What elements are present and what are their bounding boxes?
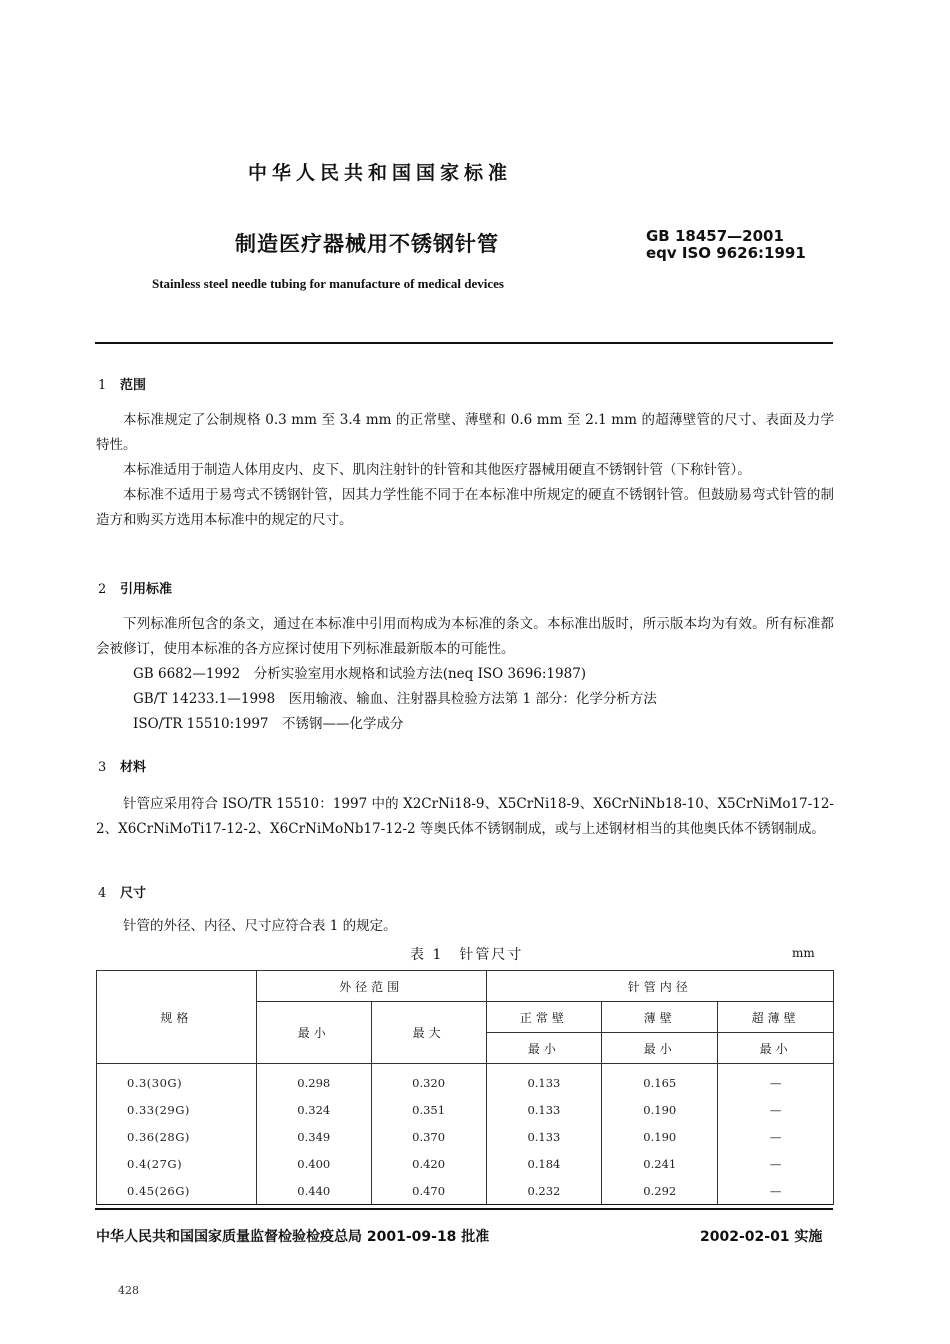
reference-item: GB 6682—1992 分析实验室用水规格和试验方法(neq ISO 3696:1987) bbox=[133, 666, 587, 682]
cell-spec: 0.3(30G) bbox=[97, 1064, 257, 1097]
section-3-body bbox=[96, 792, 834, 842]
english-title: Stainless steel needle tubing for manufacture of medical devices bbox=[152, 276, 504, 291]
section-3-heading bbox=[98, 756, 146, 775]
section-2-heading bbox=[98, 578, 172, 597]
cell-outer-min: 0.440 bbox=[256, 1177, 371, 1205]
cell-spec: 0.45(26G) bbox=[97, 1177, 257, 1205]
paragraph: 针管的外径、内径、尺寸应符合表 1 的规定。 bbox=[123, 918, 397, 934]
paragraph: 针管应采用符合 ISO/TR 15510：1997 中的 X2CrNi18-9、X5CrNi18-9、X6CrNiNb18-10、X5CrNiMo17-12-2、X6CrNiMoTi17-12-2、X6CrNiMoNb17-12-2 等奥氏体不锈钢制成，或与上述钢材相当的其他奥氏体不锈钢制成。 bbox=[96, 796, 834, 837]
cell-outer-min: 0.298 bbox=[256, 1064, 371, 1097]
header-divider bbox=[95, 342, 833, 344]
document-title: 制造医疗器械用不锈钢针管 bbox=[235, 232, 499, 256]
footer-divider bbox=[95, 1208, 833, 1210]
cell-normal-min: 0.133 bbox=[486, 1064, 602, 1097]
cell-outer-max: 0.351 bbox=[371, 1096, 486, 1123]
section-1-heading bbox=[98, 374, 146, 393]
table-row bbox=[97, 1064, 834, 1097]
cell-ultra-thin-min: — bbox=[718, 1123, 834, 1150]
section-title: 材料 bbox=[120, 760, 147, 775]
paragraph: 本标准适用于制造人体用皮内、皮下、肌肉注射针的针管和其他医疗器械用硬直不锈钢针管（下称针管）。 bbox=[123, 462, 751, 478]
effective-date: 2002-02-01 实施 bbox=[700, 1229, 823, 1245]
cell-normal-min: 0.133 bbox=[486, 1096, 602, 1123]
issuing-authority: 中华人民共和国国家质量监督检验检疫总局 2001-09-18 批准 bbox=[96, 1229, 490, 1245]
cell-spec: 0.33(29G) bbox=[97, 1096, 257, 1123]
cell-outer-max: 0.370 bbox=[371, 1123, 486, 1150]
header-ultra-thin-min: 最小 bbox=[718, 1033, 834, 1064]
section-number: 3 bbox=[98, 760, 107, 775]
header-outer-min: 最小 bbox=[256, 1002, 371, 1064]
cell-ultra-thin-min: — bbox=[718, 1064, 834, 1097]
cell-thin-min: 0.292 bbox=[602, 1177, 718, 1205]
section-number: 4 bbox=[98, 886, 107, 901]
section-number: 2 bbox=[98, 582, 107, 597]
national-standard-header: 中华人民共和国国家标准 bbox=[247, 162, 512, 184]
cell-outer-max: 0.470 bbox=[371, 1177, 486, 1205]
cell-ultra-thin-min: — bbox=[718, 1096, 834, 1123]
table-caption: 表 1 针管尺寸 bbox=[410, 947, 524, 963]
header-thin-min: 最小 bbox=[602, 1033, 718, 1064]
section-2-body bbox=[96, 612, 834, 737]
header-outer-max: 最大 bbox=[371, 1002, 486, 1064]
cell-outer-max: 0.320 bbox=[371, 1064, 486, 1097]
paragraph: 下列标准所包含的条文，通过在本标准中引用而构成为本标准的条文。本标准出版时，所示版本均为有效。所有标准都会被修订，使用本标准的各方应探讨使用下列标准最新版本的可能性。 bbox=[96, 616, 834, 657]
section-4-heading bbox=[98, 882, 146, 901]
equivalent-standard: eqv ISO 9626:1991 bbox=[646, 244, 806, 262]
cell-thin-min: 0.190 bbox=[602, 1096, 718, 1123]
cell-outer-max: 0.420 bbox=[371, 1150, 486, 1177]
table-row bbox=[97, 1177, 834, 1205]
header-outer-diameter: 外径范围 bbox=[256, 971, 486, 1002]
section-title: 尺寸 bbox=[120, 886, 147, 901]
header-inner-diameter: 针管内径 bbox=[486, 971, 833, 1002]
table-row bbox=[97, 1096, 834, 1123]
cell-spec: 0.36(28G) bbox=[97, 1123, 257, 1150]
cell-normal-min: 0.232 bbox=[486, 1177, 602, 1205]
header-ultra-thin-wall: 超薄壁 bbox=[718, 1002, 834, 1033]
header-thin-wall: 薄壁 bbox=[602, 1002, 718, 1033]
paragraph: 本标准不适用于易弯式不锈钢针管，因其力学性能不同于在本标准中所规定的硬直不锈钢针管。但鼓励易弯式针管的制造方和购买方选用本标准中的规定的尺寸。 bbox=[96, 487, 834, 528]
cell-outer-min: 0.349 bbox=[256, 1123, 371, 1150]
header-normal-wall: 正常壁 bbox=[486, 1002, 602, 1033]
table-unit: mm bbox=[792, 946, 815, 960]
cell-ultra-thin-min: — bbox=[718, 1177, 834, 1205]
cell-normal-min: 0.184 bbox=[486, 1150, 602, 1177]
reference-item: ISO/TR 15510:1997 不锈钢——化学成分 bbox=[133, 716, 404, 732]
cell-thin-min: 0.190 bbox=[602, 1123, 718, 1150]
section-title: 引用标准 bbox=[120, 582, 173, 597]
needle-size-table bbox=[96, 970, 834, 1205]
header-normal-min: 最小 bbox=[486, 1033, 602, 1064]
table-row bbox=[97, 1123, 834, 1150]
cell-thin-min: 0.165 bbox=[602, 1064, 718, 1097]
standard-number-block bbox=[646, 228, 806, 262]
cell-ultra-thin-min: — bbox=[718, 1150, 834, 1177]
cell-spec: 0.4(27G) bbox=[97, 1150, 257, 1177]
cell-outer-min: 0.324 bbox=[256, 1096, 371, 1123]
cell-thin-min: 0.241 bbox=[602, 1150, 718, 1177]
table-row bbox=[97, 1150, 834, 1177]
cell-normal-min: 0.133 bbox=[486, 1123, 602, 1150]
section-title: 范围 bbox=[120, 378, 147, 393]
paragraph: 本标准规定了公制规格 0.3 mm 至 3.4 mm 的正常壁、薄壁和 0.6 mm 至 2.1 mm 的超薄壁管的尺寸、表面及力学特性。 bbox=[96, 412, 834, 453]
section-4-body bbox=[96, 914, 834, 939]
cell-outer-min: 0.400 bbox=[256, 1150, 371, 1177]
page-number: 428 bbox=[118, 1284, 139, 1297]
reference-item: GB/T 14233.1—1998 医用输液、输血、注射器具检验方法第 1 部分：化学分析方法 bbox=[133, 691, 657, 707]
section-number: 1 bbox=[98, 378, 107, 393]
header-spec: 规格 bbox=[97, 971, 257, 1064]
standard-number: GB 18457—2001 bbox=[646, 227, 784, 245]
section-1-body bbox=[96, 408, 834, 533]
